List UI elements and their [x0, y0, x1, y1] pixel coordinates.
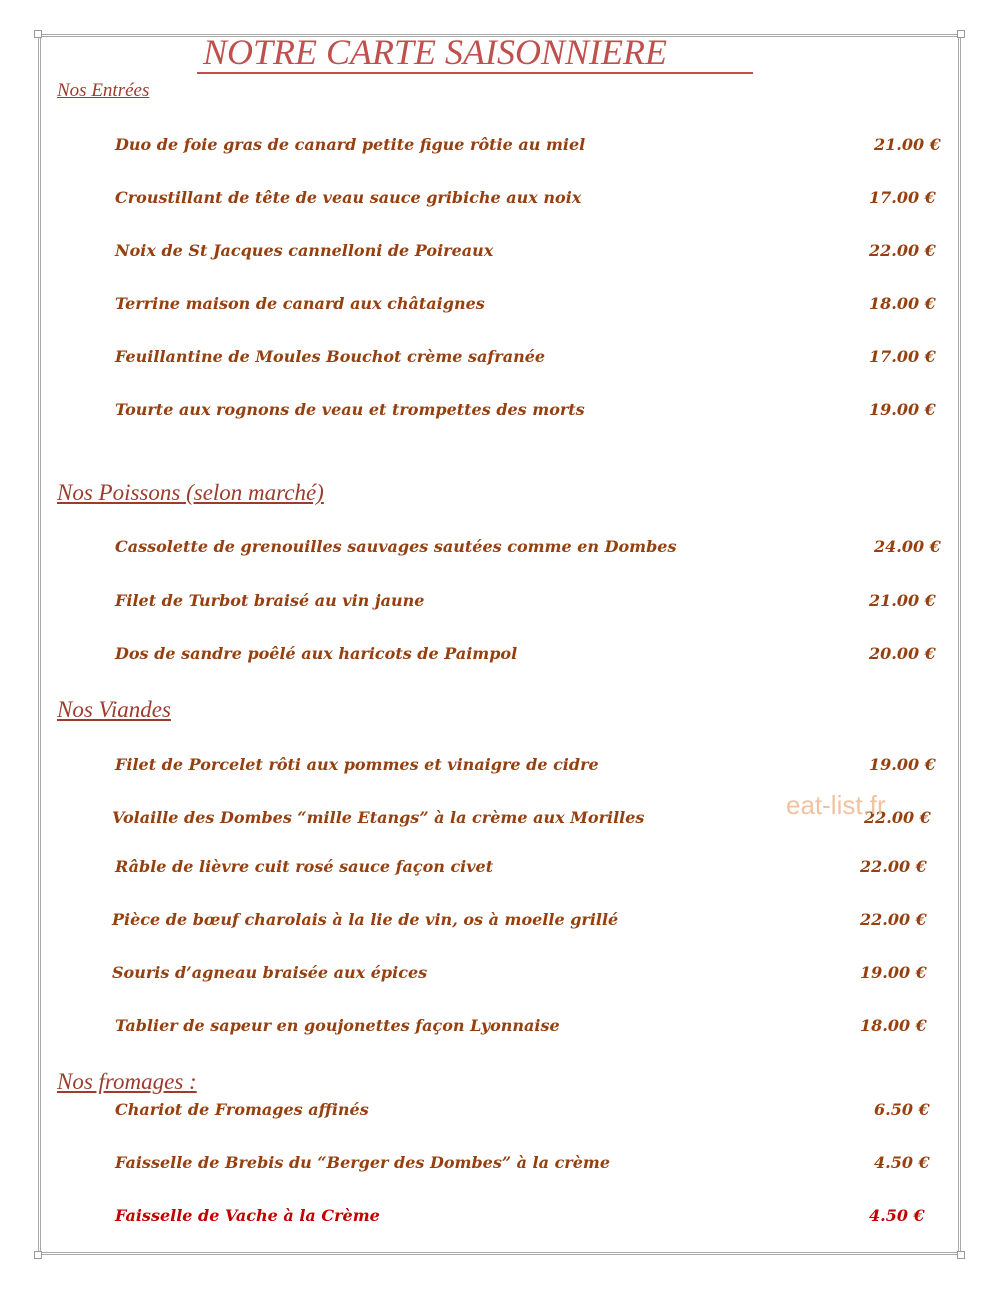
menu-item-name: Croustillant de tête de veau sauce gribiche aux noix	[115, 188, 582, 207]
menu-title: NOTRE CARTE SAISONNIERE	[197, 30, 753, 74]
menu-item-price: 21.00 €	[874, 135, 941, 154]
menu-item-price: 17.00 €	[869, 188, 936, 207]
menu-item-name: Faisselle de Brebis du “Berger des Dombes” à la crème	[115, 1153, 611, 1172]
watermark-text: eat-list.fr	[786, 790, 886, 820]
menu-item-price: 22.00 €	[860, 857, 927, 876]
border-corner-bottom-right	[957, 1251, 965, 1259]
menu-item-price: 21.00 €	[869, 591, 936, 610]
menu-item-name: Feuillantine de Moules Bouchot crème safranée	[115, 347, 546, 366]
menu-item-price: 17.00 €	[869, 347, 936, 366]
menu-item-name: Râble de lièvre cuit rosé sauce façon civet	[115, 857, 494, 876]
menu-item-name: Souris d’agneau braisée aux épices	[112, 963, 428, 982]
menu-item-name: Tourte aux rognons de veau et trompettes des morts	[115, 400, 585, 419]
menu-item-price: 19.00 €	[869, 755, 936, 774]
menu-item-price: 4.50 €	[869, 1206, 925, 1225]
menu-item-name: Dos de sandre poêlé aux haricots de Paimpol	[115, 644, 518, 663]
menu-item-price: 20.00 €	[869, 644, 936, 663]
section-heading-entrees: Nos Entrées	[57, 80, 150, 101]
menu-item-price: 19.00 €	[860, 963, 927, 982]
menu-item-name: Faisselle de Vache à la Crème	[115, 1206, 380, 1225]
menu-item-name: Volaille des Dombes “mille Etangs” à la crème aux Morilles	[112, 808, 645, 827]
menu-item-price: 4.50 €	[874, 1153, 930, 1172]
border-corner-top-right	[957, 30, 965, 38]
menu-item-price: 18.00 €	[860, 1016, 927, 1035]
menu-item-name: Noix de St Jacques cannelloni de Poireaux	[115, 241, 494, 260]
menu-item-price: 22.00 €	[864, 808, 931, 827]
menu-item-name: Cassolette de grenouilles sauvages sautées comme en Dombes	[115, 537, 677, 556]
menu-item-price: 6.50 €	[874, 1100, 930, 1119]
menu-item-name: Filet de Porcelet rôti aux pommes et vinaigre de cidre	[115, 755, 599, 774]
menu-item-name: Filet de Turbot braisé au vin jaune	[115, 591, 425, 610]
menu-item-price: 18.00 €	[869, 294, 936, 313]
menu-item-name: Terrine maison de canard aux châtaignes	[115, 294, 485, 313]
menu-item-name: Duo de foie gras de canard petite figue rôtie au miel	[115, 135, 586, 154]
menu-item-price: 19.00 €	[869, 400, 936, 419]
border-corner-top-left	[34, 30, 42, 38]
section-heading-viandes: Nos Viandes	[57, 697, 171, 722]
border-corner-bottom-left	[34, 1251, 42, 1259]
menu-item-price: 24.00 €	[874, 537, 941, 556]
section-heading-fromages: Nos fromages :	[57, 1069, 197, 1094]
menu-item-name: Chariot de Fromages affinés	[115, 1100, 369, 1119]
menu-item-price: 22.00 €	[869, 241, 936, 260]
menu-item-name: Tablier de sapeur en goujonettes façon Lyonnaise	[115, 1016, 560, 1035]
section-heading-poissons: Nos Poissons (selon marché)	[57, 480, 324, 505]
menu-item-price: 22.00 €	[860, 910, 927, 929]
menu-item-name: Pièce de bœuf charolais à la lie de vin, os à moelle grillé	[112, 910, 619, 929]
